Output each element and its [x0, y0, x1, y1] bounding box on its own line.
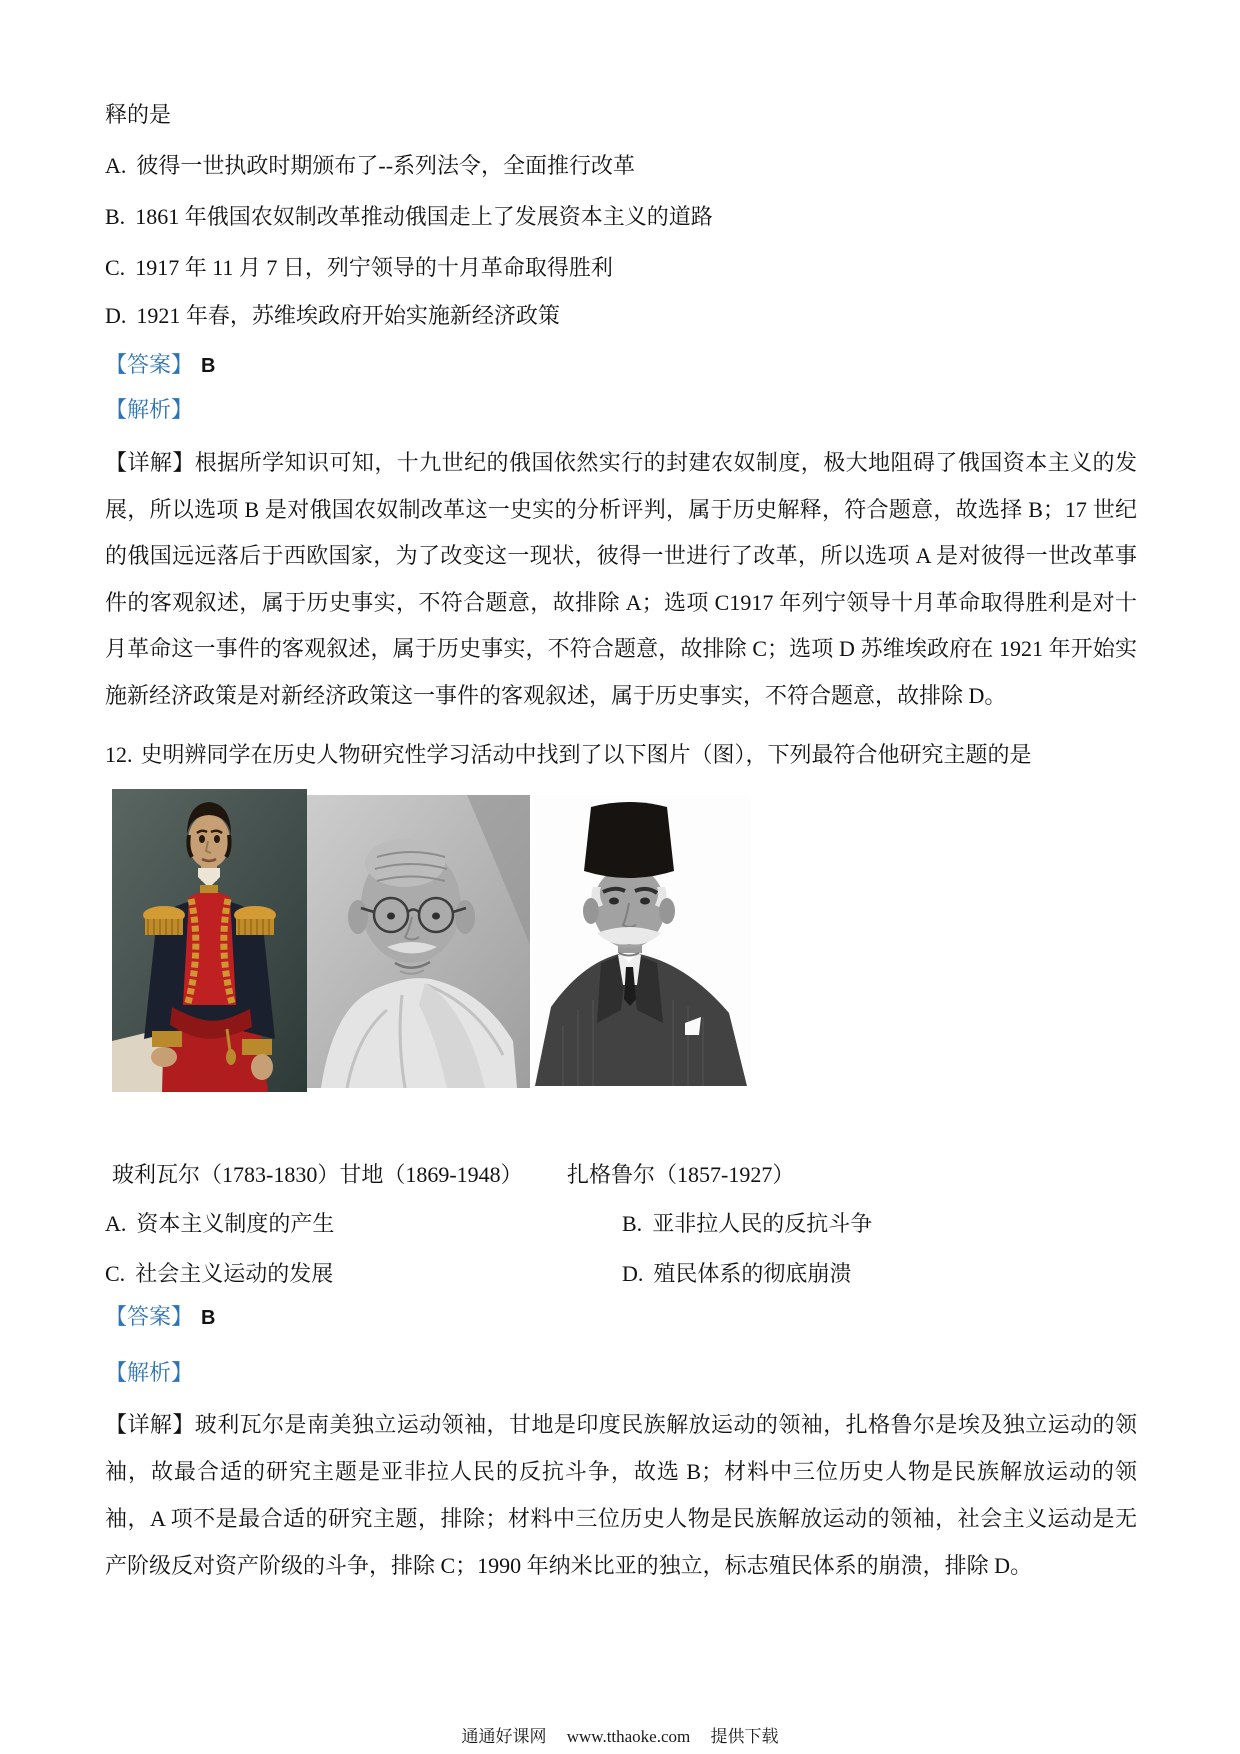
q11-analysis-line [105, 387, 1137, 433]
q12-option-c-label: C. [105, 1261, 126, 1286]
detail-label: 【详解】 [105, 1412, 195, 1437]
footer-site-name: 通通好课网 [461, 1727, 547, 1746]
q12-option-a-label: A. [105, 1211, 127, 1236]
q11-stem-tail [105, 92, 1137, 138]
figure-caption-right: 扎格鲁尔（1857-1927） [567, 1162, 795, 1187]
q12-option-a [105, 1211, 334, 1236]
zaghloul-portrait-image [533, 795, 751, 1086]
q12-detail-text: 玻利瓦尔是南美独立运动领袖，甘地是印度民族解放运动的领袖，扎格鲁尔是埃及独立运动的领袖，故最合适的研究主题是亚非拉人民的反抗斗争，故选 B；材料中三位历史人物是民族解放运动的领袖，A 项不是最合适的研究主题，排除；材料中三位历史人物是民族解放运动的领袖，社会主义运动是无产阶级反对资产阶级的斗争，排除 C；1990 年纳米比亚的独立，标志殖民体系的崩溃，排除 D。 [105, 1412, 1137, 1578]
q11-option-d-label: D. [105, 303, 127, 328]
footer-url: www.tthaoke.com [566, 1727, 691, 1746]
q12-answer-line [105, 1294, 1137, 1341]
answer-label: 【答案】 [105, 352, 194, 377]
answer-label: 【答案】 [105, 1304, 194, 1329]
q11-option-a [105, 143, 1137, 189]
q12-option-b [622, 1201, 872, 1247]
gandhi-portrait-image [307, 795, 530, 1088]
q12-option-d [622, 1251, 851, 1297]
q12-option-b-label: B. [622, 1211, 643, 1236]
q12-option-c-text: 社会主义运动的发展 [135, 1261, 334, 1286]
gandhi-portrait [307, 795, 530, 1088]
q12-option-d-label: D. [622, 1261, 644, 1286]
page-footer [0, 1722, 1240, 1752]
q12-analysis-line [105, 1350, 1137, 1396]
q11-option-c-text: 1917 年 11 月 7 日，列宁领导的十月革命取得胜利 [135, 255, 613, 280]
q11-detail-paragraph [105, 440, 1137, 719]
q11-option-c-label: C. [105, 255, 126, 280]
q12-stem [105, 732, 1137, 778]
bolivar-portrait-image [112, 789, 307, 1092]
q11-answer-value: B [201, 355, 216, 377]
q11-option-d-text: 1921 年春，苏维埃政府开始实施新经济政策 [136, 303, 560, 328]
footer-suffix: 提供下载 [710, 1727, 779, 1746]
q11-option-b [105, 194, 1137, 240]
q12-detail-paragraph [105, 1401, 1137, 1589]
q11-answer-line [105, 342, 1137, 389]
q12-option-d-text: 殖民体系的彻底崩溃 [653, 1261, 852, 1286]
q12-option-c [105, 1261, 333, 1286]
analysis-label: 【解析】 [105, 1360, 194, 1385]
q12-answer-value: B [201, 1307, 216, 1329]
q12-number: 12. [105, 742, 133, 767]
q12-option-row-2 [105, 1251, 1137, 1297]
q12-option-a-text: 资本主义制度的产生 [136, 1211, 335, 1236]
analysis-label: 【解析】 [105, 397, 194, 422]
q11-option-a-label: A. [105, 153, 127, 178]
q11-option-a-text: 彼得一世执政时期颁布了--系列法令，全面推行改革 [136, 153, 636, 178]
bolivar-portrait [112, 789, 307, 1092]
q12-stem-text: 史明辨同学在历史人物研究性学习活动中找到了以下图片（图），下列最符合他研究主题的是 [140, 742, 1032, 767]
q12-option-b-text: 亚非拉人民的反抗斗争 [652, 1211, 873, 1236]
q11-stem-tail-text: 释的是 [105, 102, 172, 127]
zaghloul-portrait [533, 795, 751, 1086]
figure-caption-left: 玻利瓦尔（1783-1830）甘地（1869-1948） [112, 1162, 523, 1187]
q11-option-d [105, 293, 1137, 339]
q12-option-row-1 [105, 1201, 1137, 1247]
q11-option-b-text: 1861 年俄国农奴制改革推动俄国走上了发展资本主义的道路 [135, 204, 713, 229]
q11-option-b-label: B. [105, 204, 126, 229]
q11-detail-text: 根据所学知识可知，十九世纪的俄国依然实行的封建农奴制度，极大地阻碍了俄国资本主义的发展，所以选项 B 是对俄国农奴制改革这一史实的分析评判，属于历史解释，符合题意，故选择 B；17 世纪的俄国远远落后于西欧国家，为了改变这一现状，彼得一世进行了改革，所以选项 A 是对彼得一世改革事件的客观叙述，属于历史事实，不符合题意，故排除 A；选项 C1917 年列宁领导十月革命取得胜利是对十月革命这一事件的客观叙述，属于历史事实，不符合题意，故排除 C；选项 D 苏维埃政府在 1921 年开始实施新经济政策是对新经济政策这一事件的客观叙述，属于历史事实，不符合题意，故排除 D。 [105, 450, 1137, 708]
q11-option-c [105, 245, 1137, 291]
detail-label: 【详解】 [105, 450, 195, 475]
